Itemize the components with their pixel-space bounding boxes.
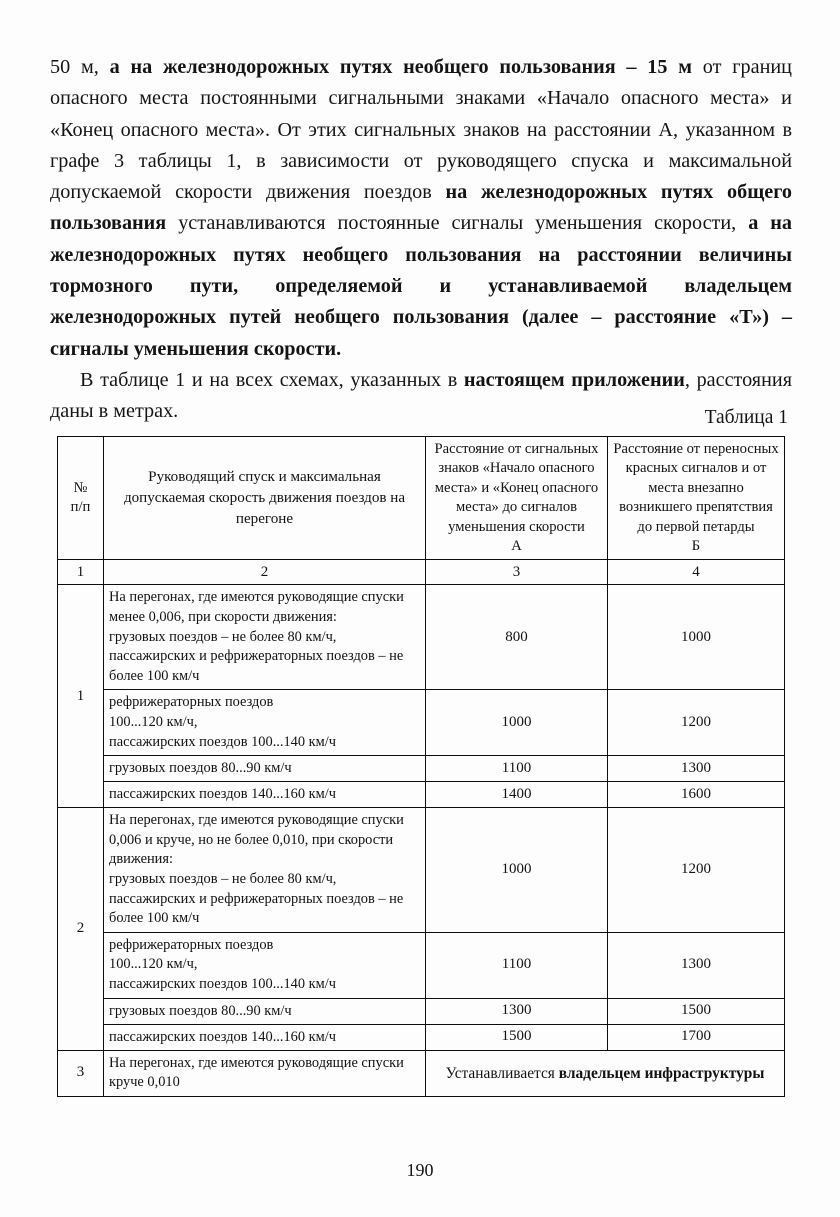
header-number-line1: № (73, 479, 88, 496)
p1-part-e: устанавливаются постоянные сигналы уменьшения скорости, (166, 212, 749, 235)
table-header-row (58, 437, 785, 560)
table-row (58, 756, 785, 782)
merged-note-bold: владельцем инфраструктуры (558, 1064, 765, 1082)
row-description: рефрижераторных поездов 100...120 км/ч, пассажирских поездов 100...140 км/ч (104, 932, 426, 998)
table-row (58, 998, 785, 1024)
row-index-2: 2 (58, 808, 104, 1050)
row-value-b: 1200 (608, 808, 785, 933)
table-row (58, 585, 785, 690)
p2-part-b-bold: настоящем приложении (463, 368, 685, 391)
table-row (58, 690, 785, 756)
row-value-a: 1000 (426, 690, 608, 756)
body-text-block (50, 52, 792, 428)
table-row (58, 932, 785, 998)
column-number-4: 4 (608, 560, 785, 585)
row-description: рефрижераторных поездов 100...120 км/ч, пассажирских поездов 100...140 км/ч (104, 690, 426, 756)
row-value-a: 1300 (426, 998, 608, 1024)
row-value-b: 1300 (608, 756, 785, 782)
table-row (58, 782, 785, 808)
p2-part-a: В таблице 1 и на всех схемах, указанных в (80, 368, 464, 391)
table-row (58, 1050, 785, 1096)
header-cell-number (58, 437, 104, 560)
header-cell-distance-b (608, 437, 785, 560)
p1-part-f-bold: а на железнодорожных путях необщего пользования на расстоянии величины тормозного пути, определяемой и устанавливаемой владельцем железнодорожных путей необщего пользования (далее – расстояние «Т») – сигналы уменьшения скорости. (50, 212, 792, 360)
distances-table (57, 436, 785, 1097)
p1-part-c: от границ опасного места постоянными сигнальными знаками «Начало опасного места» и «Конец опасного места». От этих сигнальных знаков на расстоянии А, указанном в графе 3 таблицы 1, в зависимости от руководящего спуска и максимальной допускаемой скорости движения поездов (50, 56, 792, 204)
page-number: 190 (406, 1160, 434, 1180)
row-description: пассажирских поездов 140...160 км/ч (104, 1024, 426, 1050)
row-description: грузовых поездов 80...90 км/ч (104, 756, 426, 782)
row-value-a: 1100 (426, 756, 608, 782)
header-distance-a-letter: А (511, 538, 522, 555)
row-description: грузовых поездов 80...90 км/ч (104, 998, 426, 1024)
column-number-3: 3 (426, 560, 608, 585)
row-value-b: 1500 (608, 998, 785, 1024)
paragraph-2 (50, 365, 792, 428)
row-index-3: 3 (58, 1050, 104, 1096)
table-column-numbers-row (58, 560, 785, 585)
row-value-a: 1000 (426, 808, 608, 933)
header-distance-b-letter: Б (691, 538, 701, 555)
header-distance-b-text: Расстояние от переносных красных сигналов и от места внезапно возникшего препятствия до первой петарды (613, 441, 779, 535)
paragraph-1 (50, 52, 792, 365)
p1-part-d-bold: на железнодорожных путях общего пользования (50, 181, 792, 235)
column-number-2: 2 (104, 560, 426, 585)
row-index-1: 1 (58, 585, 104, 808)
header-distance-a-text: Расстояние от сигнальных знаков «Начало опасного места» и «Конец опасного места» до сигналов уменьшения скорости (434, 441, 599, 535)
row-value-a: 800 (426, 585, 608, 690)
header-cell-distance-a (426, 437, 608, 560)
row-value-a: 1500 (426, 1024, 608, 1050)
row-value-b: 1300 (608, 932, 785, 998)
row-description: пассажирских поездов 140...160 км/ч (104, 782, 426, 808)
row-description: На перегонах, где имеются руководящие спуски менее 0,006, при скорости движения: грузовых поездов – не более 80 км/ч, пассажирских и рефрижераторных поездов – не более 100 км/ч (104, 585, 426, 690)
p1-part-a: 50 м, (50, 56, 110, 78)
row-value-b: 1200 (608, 690, 785, 756)
row-value-a: 1400 (426, 782, 608, 808)
row-value-b: 1700 (608, 1024, 785, 1050)
p1-part-b-bold: а на железнодорожных путях необщего пользования – 15 м (109, 56, 693, 78)
header-cell-description: Руководящий спуск и максимальная допускаемая скорость движения поездов на перегоне (104, 437, 426, 560)
row-value-a: 1100 (426, 932, 608, 998)
merged-note-normal: Устанавливается (445, 1064, 559, 1082)
row-description: На перегонах, где имеются руководящие спуски круче 0,010 (104, 1050, 426, 1096)
table-row (58, 808, 785, 933)
row-merged-note (426, 1050, 785, 1096)
row-value-b: 1600 (608, 782, 785, 808)
p2-part-c: , расстояния даны в метрах. (50, 368, 792, 423)
header-number-line2: п/п (70, 499, 91, 516)
row-description: На перегонах, где имеются руководящие спуски 0,006 и круче, но не более 0,010, при скорости движения: грузовых поездов – не более 80 км/ч, пассажирских и рефрижераторных поездов – не более 100 км/ч (104, 808, 426, 933)
row-value-b: 1000 (608, 585, 785, 690)
column-number-1: 1 (58, 560, 104, 585)
table-caption: Таблица 1 (704, 407, 788, 428)
table-row (58, 1024, 785, 1050)
